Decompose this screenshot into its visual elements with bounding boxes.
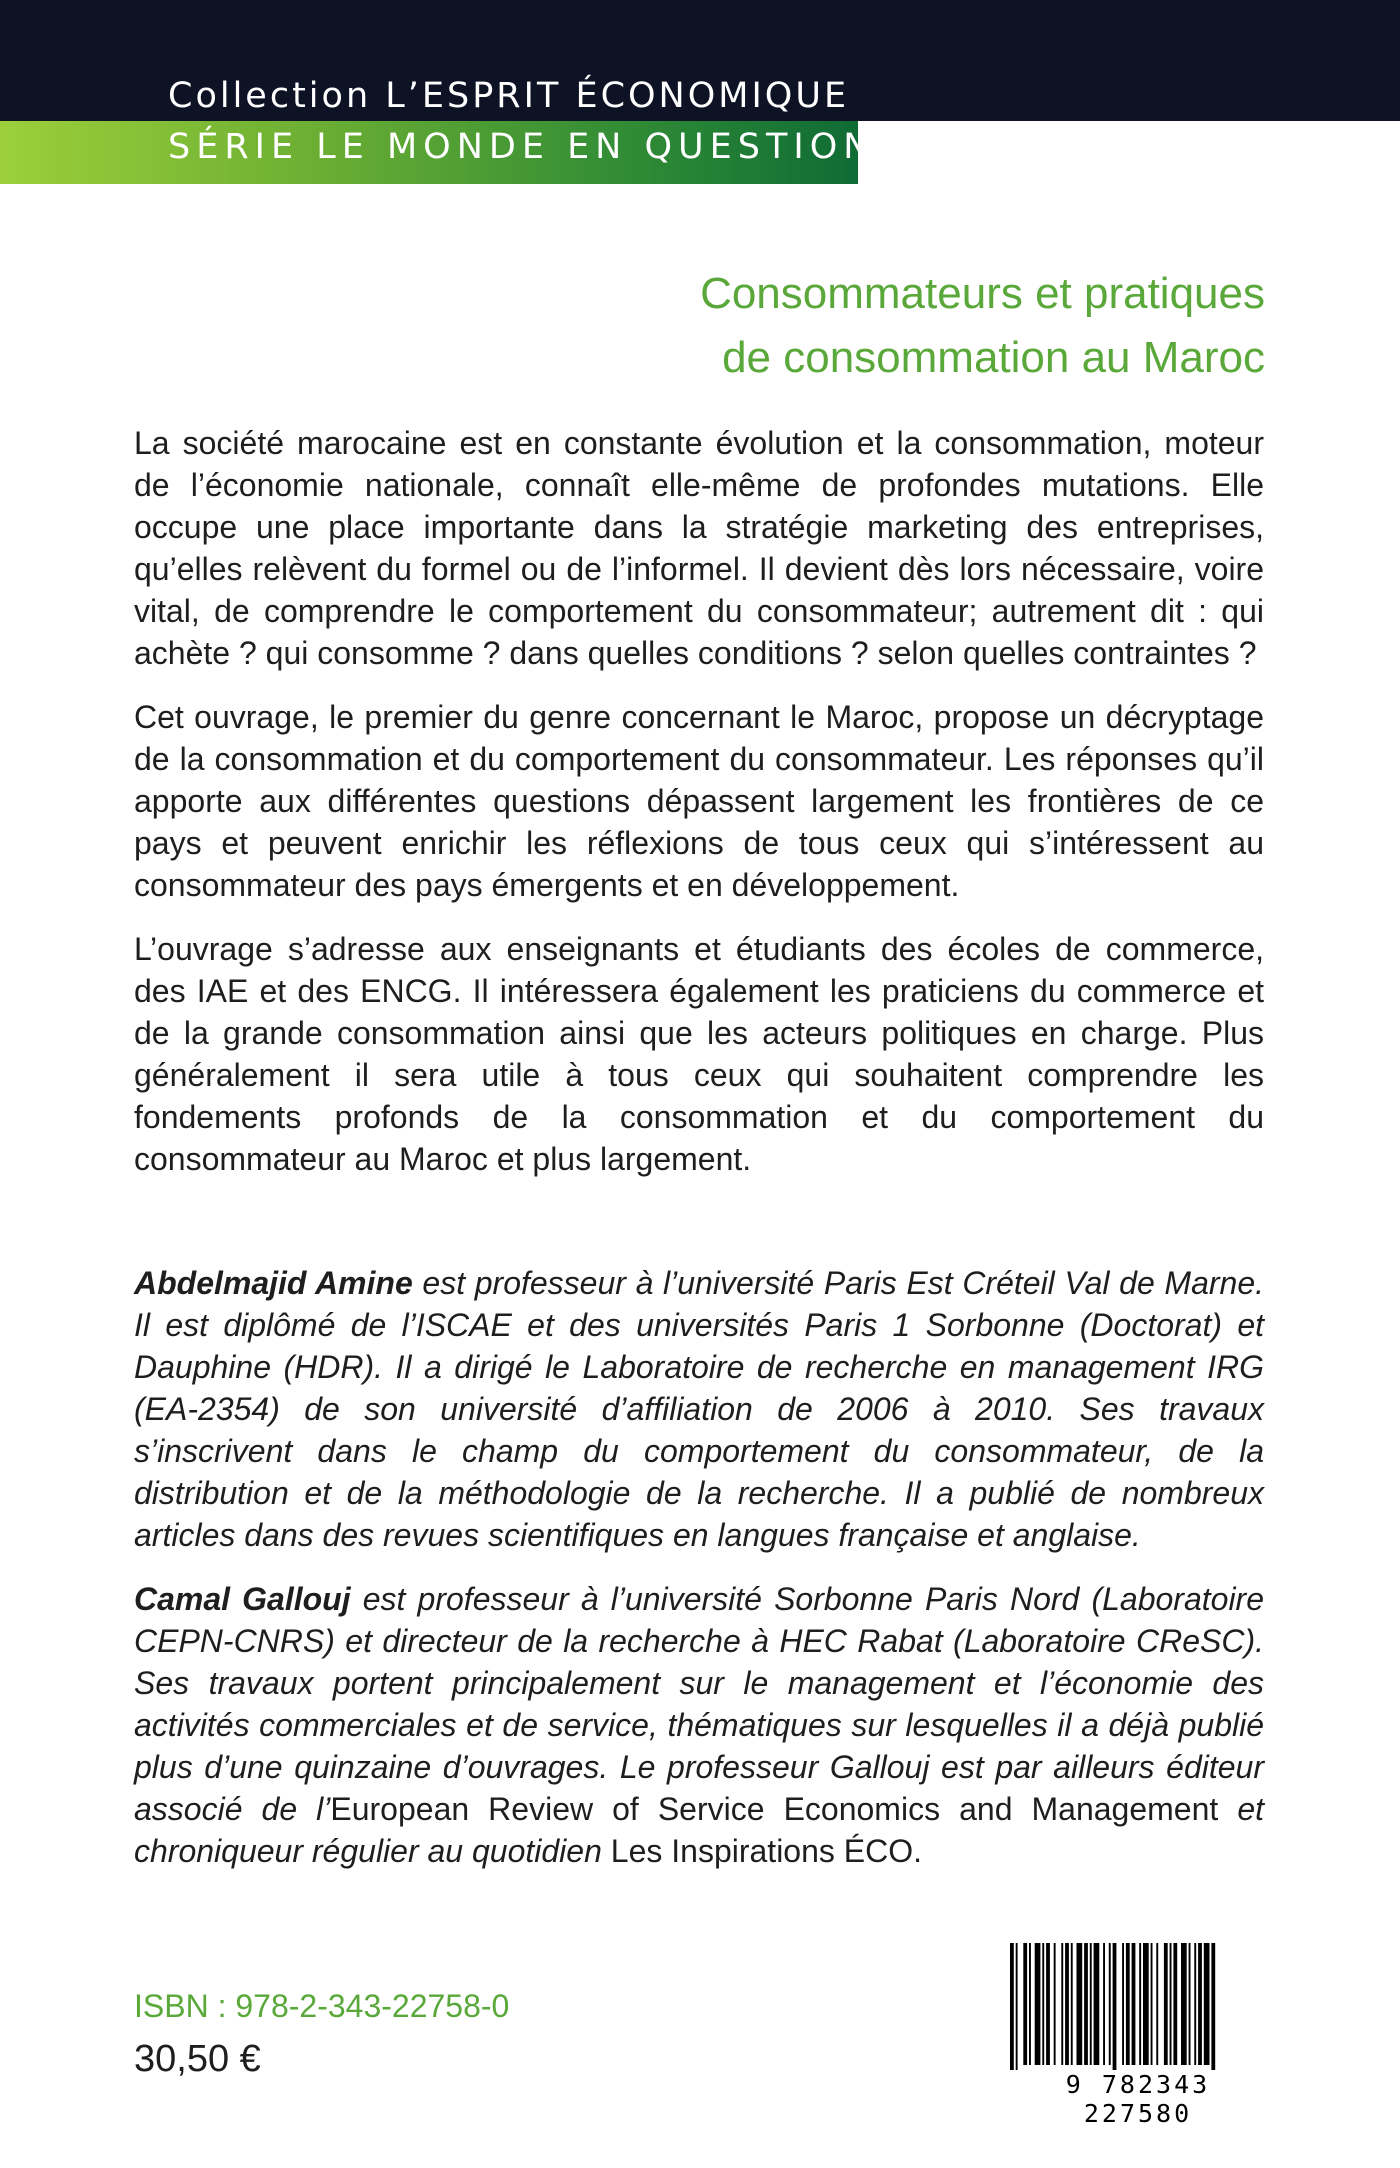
barcode-bar xyxy=(1173,1943,1177,2065)
barcode-bar xyxy=(1071,1943,1073,2065)
barcode-bar xyxy=(1189,1943,1191,2065)
barcode-bar xyxy=(1113,1943,1117,2071)
barcode-bar xyxy=(1046,1943,1050,2065)
barcode-bar xyxy=(1143,1943,1149,2065)
barcode-bar xyxy=(1077,1943,1083,2065)
author-2-text-2: et chroniqueur régulier au quotidien xyxy=(134,1791,1265,1869)
description-paragraph-1: La société marocaine est en constante évolution et la consommation, moteur de l’économie nationale, connaît elle-même de profondes mutations. Elle occupe une place importante dans la stratégie marketing des entreprises, qu’elles relèvent du formel ou de l’informel. Il devient dès lors nécessaire, voire vital, de comprendre le comportement du consommateur; autrement dit : qui achète ? qui consomme ? dans quelles conditions ? selon quelles contraintes ? xyxy=(134,425,1264,671)
barcode-bar xyxy=(1103,1943,1105,2065)
author-2-name: Camal Gallouj xyxy=(134,1581,351,1617)
barcode-bar xyxy=(1094,1943,1100,2065)
barcode xyxy=(1004,1943,1272,2128)
barcode-bar xyxy=(1170,1943,1172,2065)
barcode-bar xyxy=(1090,1943,1092,2065)
barcode-bar xyxy=(1181,1943,1187,2065)
description-paragraph-2: Cet ouvrage, le premier du genre concernant le Maroc, propose un décryptage de la consommation et du comportement du consommateur. Les réponses qu’il apporte aux différentes questions dépassent largement les frontières de ce pays et peuvent enrichir les réflexions de tous ceux qui s’intéressent au consommateur des pays émergents et en développement. xyxy=(134,699,1264,903)
collection-label: Collection L’ESPRIT ÉCONOMIQUE xyxy=(168,76,850,116)
author-1-bio xyxy=(134,1262,1264,1556)
book-title-line-1: Consommateurs et pratiques xyxy=(700,269,1265,318)
barcode-bar xyxy=(1122,1943,1124,2065)
newspaper-name: Les Inspirations ÉCO xyxy=(610,1833,914,1869)
author-2-text-1: est professeur à l’université Sorbonne Paris Nord (Laboratoire CEPN-CNRS) et directeur de la recherche à HEC Rabat (Laboratoire CReSC). Ses travaux portent principalement sur le management et l’économie des activités commerciales et de service, thématiques sur lesquelles il a déjà publié plus d’une quinzaine d’ouvrages. Le professeur Gallouj est par ailleurs éditeur associé de l’ xyxy=(134,1581,1265,1827)
book-title-line-2: de consommation au Maroc xyxy=(722,333,1265,382)
journal-name: European Review of Service Economics and Management xyxy=(330,1791,1219,1827)
barcode-bar xyxy=(1042,1943,1044,2065)
barcode-bar xyxy=(1139,1943,1141,2065)
author-2-end: . xyxy=(913,1833,923,1869)
barcode-bar xyxy=(1132,1943,1136,2065)
barcode-number: 9 782343 227580 xyxy=(1004,2070,1272,2128)
barcode-bar xyxy=(1198,1943,1202,2065)
barcode-bar xyxy=(1084,1943,1088,2065)
barcode-bar xyxy=(1010,1943,1014,2071)
barcode-bars-icon xyxy=(1004,1943,1272,2071)
book-title xyxy=(700,262,1265,390)
author-1-name: Abdelmajid Amine xyxy=(134,1265,413,1301)
barcode-bar xyxy=(1054,1943,1056,2065)
barcode-bar xyxy=(1035,1943,1041,2065)
barcode-bar xyxy=(1109,1943,1111,2065)
barcode-bar xyxy=(1029,1943,1031,2065)
author-2-bio xyxy=(134,1578,1264,1872)
series-label: SÉRIE LE MONDE EN QUESTION xyxy=(168,127,876,167)
barcode-bar xyxy=(1211,1943,1215,2071)
price: 30,50 € xyxy=(134,2038,261,2080)
barcode-bar xyxy=(1065,1943,1069,2065)
description xyxy=(134,422,1264,1202)
barcode-bar xyxy=(1016,1943,1018,2071)
barcode-bar xyxy=(1126,1943,1130,2065)
barcode-bar xyxy=(1151,1943,1153,2065)
barcode-bar xyxy=(1156,1943,1158,2065)
description-paragraph-3: L’ouvrage s’adresse aux enseignants et étudiants des écoles de commerce, des IAE et des ENCG. Il intéressera également les praticiens du commerce et de la grande consommation ainsi que les acteurs politiques en charge. Plus généralement il sera utile à tous ceux qui souhaitent comprendre les fondements profonds de la consommation et du comportement du consommateur au Maroc et plus largement. xyxy=(134,931,1264,1177)
barcode-bar xyxy=(1194,1943,1196,2065)
author-1-text: est professeur à l’université Paris Est Créteil Val de Marne. Il est diplômé de l’ISCAE et des universités Paris 1 Sorbonne (Doctorat) et Dauphine (HDR). Il a dirigé le Laboratoire de recherche en management IRG (EA-2354) de son université d’affiliation de 2006 à 2010. Ses travaux s’inscrivent dans le champ du comportement du consommateur, de la distribution et de la méthodologie de la recherche. Il a publié de nombreux articles dans des revues scientifiques en langues française et anglaise. xyxy=(134,1265,1264,1553)
barcode-bar xyxy=(1164,1943,1168,2065)
isbn: ISBN : 978-2-343-22758-0 xyxy=(134,1988,510,2024)
barcode-bar xyxy=(1204,1943,1210,2065)
author-bios xyxy=(134,1262,1264,1894)
barcode-bar xyxy=(1023,1943,1027,2065)
barcode-bar xyxy=(1061,1943,1063,2065)
